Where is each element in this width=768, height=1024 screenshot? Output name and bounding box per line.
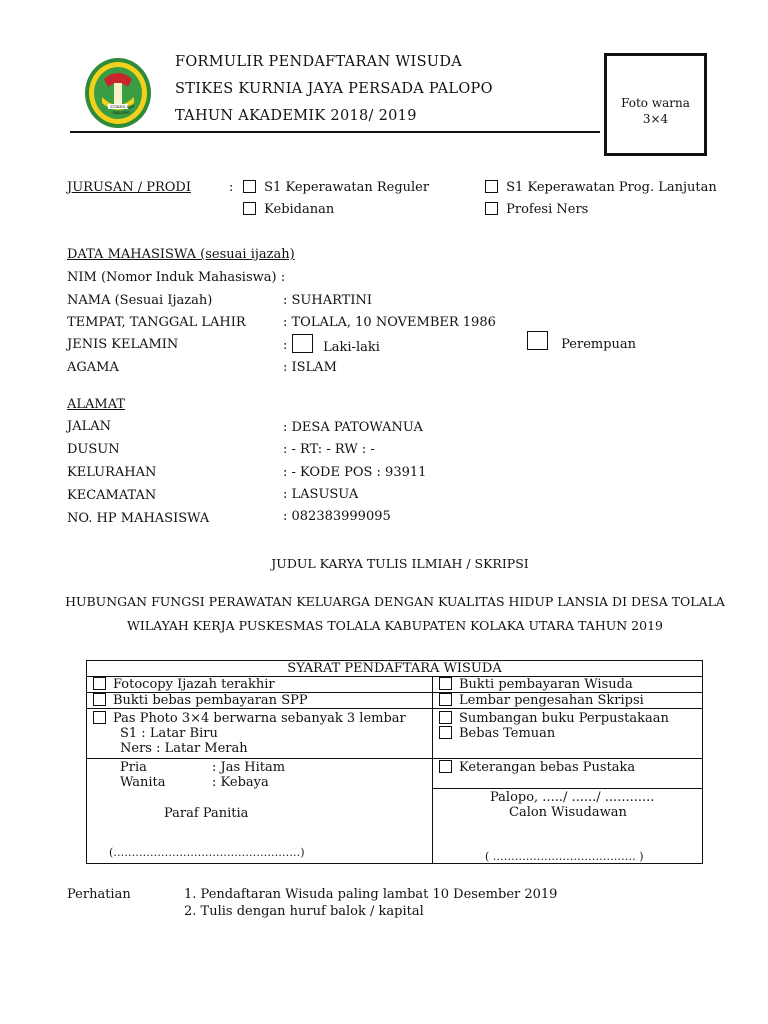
dusun-value: : - RT: - RW : - [283,442,375,457]
perhatian-item-1: 1. Pendaftaran Wisuda paling lambat 10 Desember 2019 [184,887,558,902]
stikes-seal-icon [84,57,152,129]
req-bukti-pembayaran-wisuda: Bukti pembayaran Wisuda [459,677,633,692]
jalan-label: JALAN [67,419,111,434]
pria-value: : Jas Hitam [212,760,286,775]
perhatian-item-2: 2. Tulis dengan huruf balok / kapital [184,904,424,919]
req-cell [87,759,433,864]
logo [84,57,152,129]
checkbox[interactable] [93,693,106,706]
photo-label: Foto warna [621,96,690,110]
form-title: FORMULIR PENDAFTARAN WISUDA [175,54,463,70]
req-latar-biru: S1 : Latar Biru [120,726,218,741]
paraf-panitia: Paraf Panitia [164,806,249,821]
header-rule [70,131,600,133]
checkbox[interactable] [439,693,452,706]
checkbox[interactable] [439,711,452,724]
req-cell [87,677,433,693]
option-perempuan[interactable] [527,331,636,352]
option-s1-lanjutan[interactable] [485,180,717,195]
checkbox[interactable] [527,331,548,350]
req-cell [433,759,703,789]
checkbox[interactable] [439,760,452,773]
checkbox[interactable] [93,677,106,690]
pria-label: Pria [120,760,147,775]
checkbox[interactable] [485,202,498,215]
agama-value: : ISLAM [283,360,337,375]
req-bebas-spp: Bukti bebas pembayaran SPP [113,693,308,708]
option-label: Perempuan [561,337,637,352]
req-fotocopy-ijazah: Fotocopy Ijazah terakhir [113,677,275,692]
req-cell [87,709,433,759]
req-lembar-pengesahan: Lembar pengesahan Skripsi [459,693,644,708]
option-label: S1 Keperawatan Reguler [264,180,430,195]
checkbox[interactable] [439,677,452,690]
jk-label: JENIS KELAMIN [67,337,179,352]
institution-name: STIKES KURNIA JAYA PERSADA PALOPO [175,81,493,97]
judul-heading: JUDUL KARYA TULIS ILMIAH / SKRIPSI [271,556,529,571]
requirements-table [86,660,703,864]
option-laki-laki[interactable] [292,334,380,355]
judul-line1: HUBUNGAN FUNGSI PERAWATAN KELUARGA DENGAN KUALITAS HIDUP LANSIA DI DESA TOLALA [65,594,725,609]
wanita-label: Wanita [120,775,166,790]
dusun-label: DUSUN [67,442,120,457]
logo-text: STIKES KJP [110,104,135,109]
ttl-value: : TOLALA, 10 NOVEMBER 1986 [283,315,496,330]
kecamatan-value: : LASUSUA [283,487,359,502]
hp-label: NO. HP MAHASISWA [67,511,210,526]
option-s1-reguler[interactable] [243,180,429,195]
agama-label: AGAMA [67,360,119,375]
ttl-label: TEMPAT, TANGGAL LAHIR [67,315,246,330]
option-label: Laki-laki [323,340,380,355]
option-label: S1 Keperawatan Prog. Lanjutan [506,180,717,195]
requirements-title: SYARAT PENDAFTARA WISUDA [87,661,703,677]
req-pas-photo: Pas Photo 3×4 berwarna sebanyak 3 lembar [113,711,406,726]
checkbox[interactable] [243,180,256,193]
checkbox[interactable] [243,202,256,215]
req-bebas-temuan: Bebas Temuan [459,726,556,741]
kelurahan-value: : - KODE POS : 93911 [283,465,427,480]
option-label: Kebidanan [264,202,335,217]
kecamatan-label: KECAMATAN [67,488,157,503]
req-cell [87,693,433,709]
calon-wisudawan: Calon Wisudawan [509,805,627,820]
academic-year: TAHUN AKADEMIK 2018/ 2019 [175,108,417,124]
checkbox[interactable] [292,334,313,353]
place-date: Palopo, ...../ ....../ ............ [490,790,655,805]
section-alamat: ALAMAT [67,397,126,412]
judul-line2: WILAYAH KERJA PUSKESMAS TOLALA KABUPATEN KOLAKA UTARA TAHUN 2019 [126,618,663,633]
wanita-value: : Kebaya [212,775,269,790]
kelurahan-label: KELURAHAN [67,465,157,480]
section-data-mahasiswa: DATA MAHASISWA (sesuai ijazah) [67,247,295,262]
checkbox[interactable] [439,726,452,739]
calon-signature-line: ( ………………………………… ) [485,850,644,863]
jurusan-colon: : [229,180,234,195]
jk-colon: : [283,338,288,353]
perhatian-label: Perhatian [67,887,131,902]
hp-value: : 082383999095 [283,509,391,524]
req-cell [433,789,703,864]
option-kebidanan[interactable] [243,202,334,217]
req-cell [433,693,703,709]
nim-label: NIM (Nomor Induk Mahasiswa) : [67,270,286,285]
checkbox[interactable] [93,711,106,724]
logo-subtext: PALOPO [113,110,131,115]
req-latar-merah: Ners : Latar Merah [120,741,248,756]
req-cell [433,709,703,759]
nama-label: NAMA (Sesuai Ijazah) [67,293,213,308]
checkbox[interactable] [485,180,498,193]
nama-value: : SUHARTINI [283,293,372,308]
photo-size: 3×4 [642,112,669,126]
jurusan-label: JURUSAN / PRODI [67,180,191,195]
option-profesi-ners[interactable] [485,202,588,217]
req-bebas-pustaka: Keterangan bebas Pustaka [459,760,636,775]
req-cell [433,677,703,693]
req-sumbangan-buku: Sumbangan buku Perpustakaan [459,711,669,726]
paraf-signature-line: (……………………………………………) [109,846,305,859]
photo-box [604,53,707,156]
jalan-value: : DESA PATOWANUA [283,420,423,435]
option-label: Profesi Ners [506,202,589,217]
